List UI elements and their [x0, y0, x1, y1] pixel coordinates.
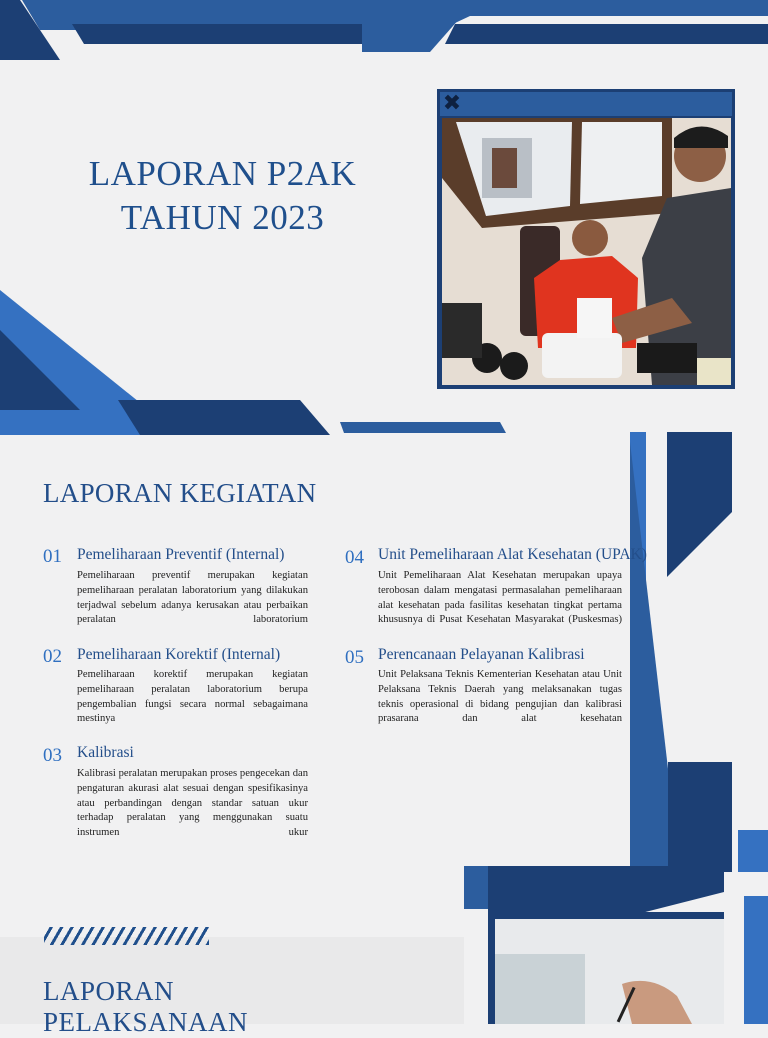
- item-number: 01: [43, 546, 62, 567]
- cover-title-line1: LAPORAN P2AK: [88, 154, 357, 193]
- close-icon[interactable]: ✖: [442, 91, 462, 116]
- item-number: 03: [43, 745, 62, 766]
- item-title: Pemeliharaan Preventif (Internal): [77, 546, 285, 563]
- item-description: Kalibrasi peralatan merupakan proses pengecekan dan pengaturan akurasi alat sesuai dengan spesifikasinya atau perbandingan dengan standar satuan ukur terhadap peralatan yang menggunakan suatu instrumen ukur: [77, 768, 308, 839]
- item-number: 02: [43, 646, 62, 667]
- item-title: Perencanaan Pelayanan Kalibrasi: [378, 646, 585, 663]
- cover-title: [60, 152, 385, 240]
- next-slide-decoration: [462, 864, 768, 1024]
- item-title: Unit Pemeliharaan Alat Kesehatan (UPAK): [378, 546, 647, 563]
- item-number: 05: [345, 647, 364, 668]
- item-title: Kalibrasi: [77, 744, 134, 761]
- item-title: Pemeliharaan Korektif (Internal): [77, 646, 281, 663]
- next-slide-title-line2: PELAKSANAAN: [43, 1007, 249, 1037]
- header-decoration: [0, 0, 768, 60]
- next-slide-title: [43, 976, 248, 1038]
- stripe-decoration: [44, 927, 209, 945]
- section-title: LAPORAN KEGIATAN: [43, 478, 317, 508]
- item-description: Unit Pelaksana Teknis Kementerian Kesehatan atau Unit Pelaksana Teknis Daerah yang melaksanakan tugas teknis operasional di bidang pengujian dan kalibrasi prasarana dan alat kesehatan: [378, 669, 622, 725]
- item-description: Unit Pemeliharaan Alat Kesehatan merupakan upaya terobosan dalam mengatasi permasalahan pemeliharaan alat kesehatan pada fasilitas kesehatan tingkat pertama khususnya di Pusat Kesehatan Masyarakat (Puskesmas): [378, 570, 622, 626]
- item-number: 04: [345, 547, 364, 568]
- photo-title-bar: [440, 92, 732, 116]
- item-description: Pemeliharaan preventif merupakan kegiatan pemeliharaan peralatan laboratorium yang dilakukan terjadwal sebelum adanya kerusakan atau perbaikan peralatan laboratorium: [77, 570, 308, 626]
- right-decoration: [620, 432, 768, 872]
- cover-title-line2: TAHUN 2023: [120, 198, 325, 237]
- item-description: Pemeliharaan korektif merupakan kegiatan pemeliharaan peralatan laboratorium berupa pengembalian fungsi secara normal sebagaimana mestinya: [77, 669, 308, 725]
- next-slide-title-line1: LAPORAN: [43, 976, 175, 1006]
- technicians-microscope-photo: [442, 118, 731, 385]
